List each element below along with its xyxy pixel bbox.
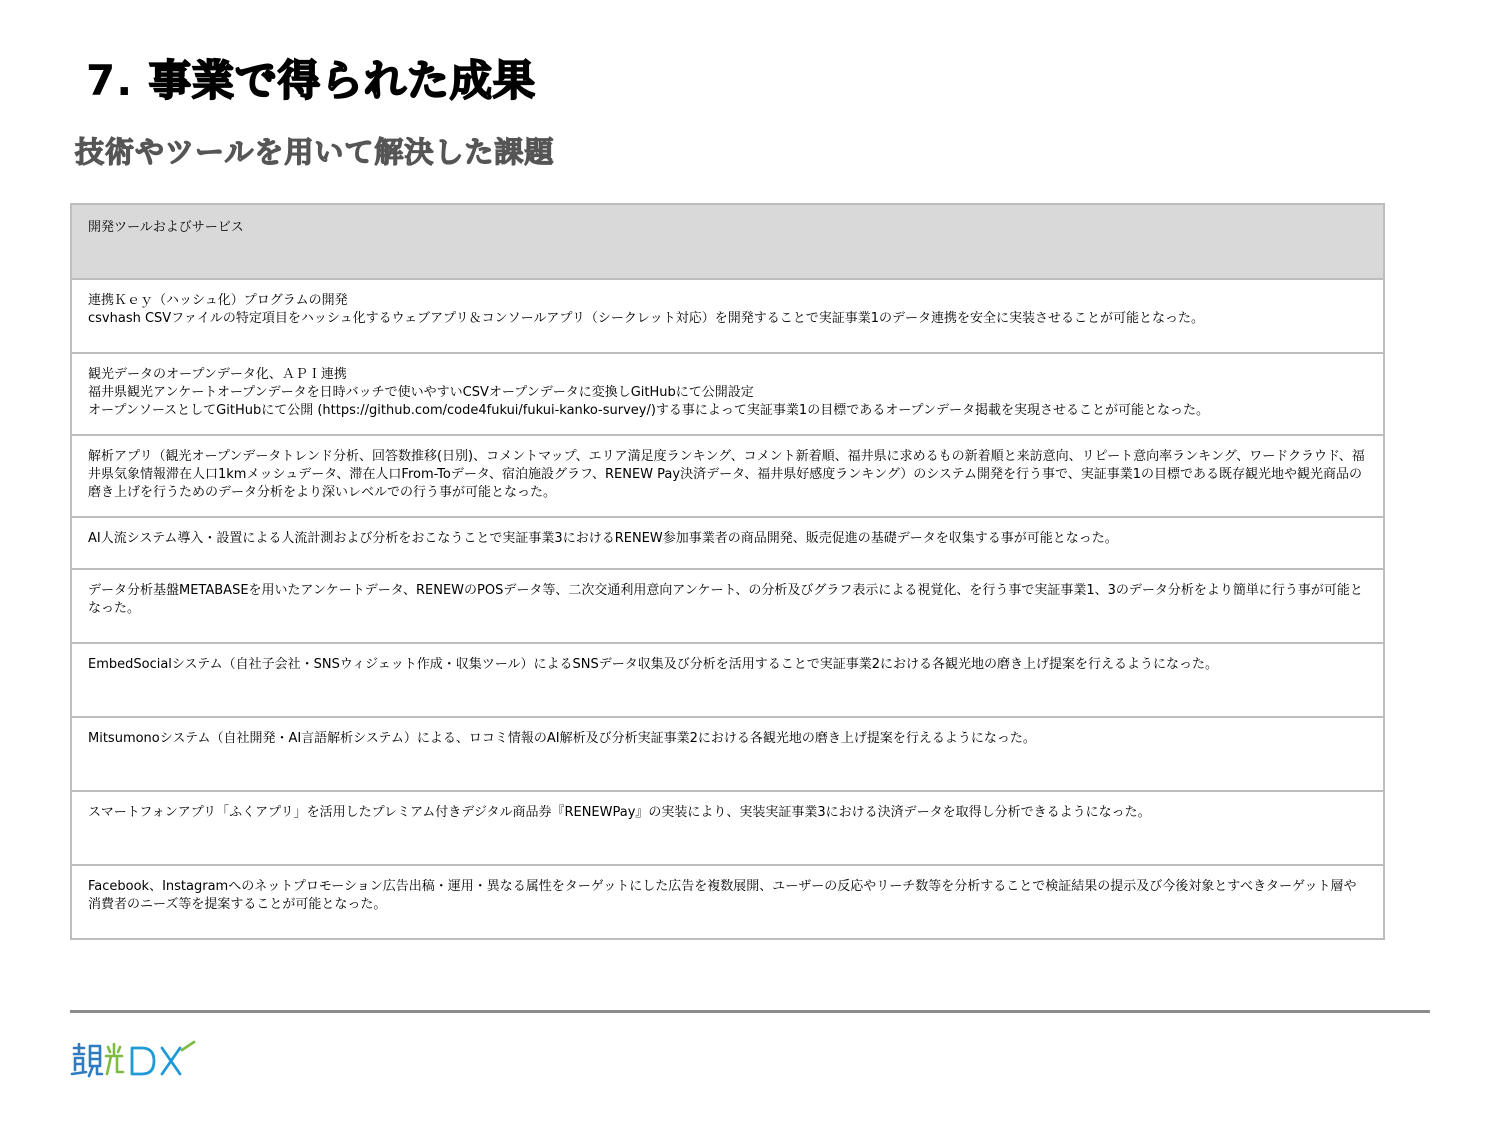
table-cell <box>71 279 1384 353</box>
table-header-cell: 開発ツールおよびサービス <box>71 204 1384 279</box>
table-cell <box>71 353 1384 435</box>
cell-line: EmbedSocialシステム（自社子会社・SNSウィジェット作成・収集ツール）によるSNSデータ収集及び分析を活用することで実証事業2における各観光地の磨き上げ提案を行えるようになった。 <box>88 657 1219 672</box>
slide-title-text: 事業で得られた成果 <box>148 56 536 105</box>
cell-line: 福井県観光アンケートオープンデータを日時バッチで使いやすいCSVオープンデータに変換しGitHubにて公開設定 <box>88 385 754 400</box>
table-row <box>71 791 1384 865</box>
table-row <box>71 865 1384 939</box>
table-cell <box>71 569 1384 643</box>
cell-line: csvhash CSVファイルの特定項目をハッシュ化するウェブアプリ＆コンソールアプリ（シークレット対応）を開発することで実証事業1のデータ連携を安全に実装させることが可能となった。 <box>88 311 1204 326</box>
kanko-dx-logo <box>70 1040 200 1084</box>
table-row <box>71 279 1384 353</box>
table-cell <box>71 865 1384 939</box>
slide-number: 7. <box>86 56 134 105</box>
table-row <box>71 435 1384 517</box>
cell-line: 連携Ｋｅｙ（ハッシュ化）プログラムの開発 <box>88 293 348 308</box>
table-row <box>71 569 1384 643</box>
table-cell <box>71 791 1384 865</box>
slide-subtitle: 技術やツールを用いて解決した課題 <box>75 135 555 169</box>
table-row <box>71 643 1384 717</box>
table-row <box>71 717 1384 791</box>
cell-line: 解析アプリ（観光オープンデータトレンド分析、回答数推移(日別)、コメントマップ、エリア満足度ランキング、コメント新着順、福井県に求めるもの新着順と来訪意向、リピート意向率ランキング、ワードクラウド、福井県気象情報滞在人口1kmメッシュデータ、滞在人口From-Toデータ、宿泊施設グラフ、RENEW Pay決済データ、福井県好感度ランキング）のシステム開発を行う事で、実証事業1の目標である既存観光地や観光商品の磨き上げを行うためのデータ分析をより深いレベルでの行う事が可能となった。 <box>88 449 1365 500</box>
table-row <box>71 517 1384 569</box>
table-cell <box>71 517 1384 569</box>
results-table <box>70 203 1385 940</box>
cell-line: スマートフォンアプリ「ふくアプリ」を活用したプレミアム付きデジタル商品券『RENEWPay』の実装により、実装実証事業3における決済データを取得し分析できるようになった。 <box>88 805 1151 820</box>
slide-title <box>86 48 536 108</box>
cell-line: AI人流システム導入・設置による人流計測および分析をおこなうことで実証事業3におけるRENEW参加事業者の商品開発、販売促進の基礎データを収集する事が可能となった。 <box>88 531 1118 546</box>
cell-line: Facebook、Instagramへのネットプロモーション広告出稿・運用・異なる属性をターゲットにした広告を複数展開、ユーザーの反応やリーチ数等を分析することで検証結果の提示及び今後対象とすべきターゲット層や消費者のニーズ等を提案することが可能となった。 <box>88 879 1357 912</box>
table-row <box>71 353 1384 435</box>
logo-letters-dx <box>132 1042 194 1074</box>
cell-line: オープンソースとしてGitHubにて公開 (https://github.com/code4fukui/fukui-kanko-survey/)する事によって実証事業1の目標であるオープンデータ掲載を実現させることが可能となった。 <box>88 403 1210 418</box>
logo-kanji-kou <box>106 1044 123 1074</box>
table-cell <box>71 643 1384 717</box>
logo-kanji-kan <box>72 1044 102 1076</box>
table-cell <box>71 717 1384 791</box>
cell-line: 観光データのオープンデータ化、ＡＰＩ連携 <box>88 367 347 382</box>
table-header-row <box>71 204 1384 279</box>
cell-line: Mitsumonoシステム（自社開発・AI言語解析システム）による、ロコミ情報のAI解析及び分析実証事業2における各観光地の磨き上げ提案を行えるようになった。 <box>88 731 1036 746</box>
table-cell <box>71 435 1384 517</box>
footer-divider <box>70 1010 1430 1013</box>
cell-line: データ分析基盤METABASEを用いたアンケートデータ、RENEWのPOSデータ等、二次交通利用意向アンケート、の分析及びグラフ表示による視覚化、を行う事で実証事業1、3のデータ分析をより簡単に行う事が可能となった。 <box>88 583 1363 616</box>
